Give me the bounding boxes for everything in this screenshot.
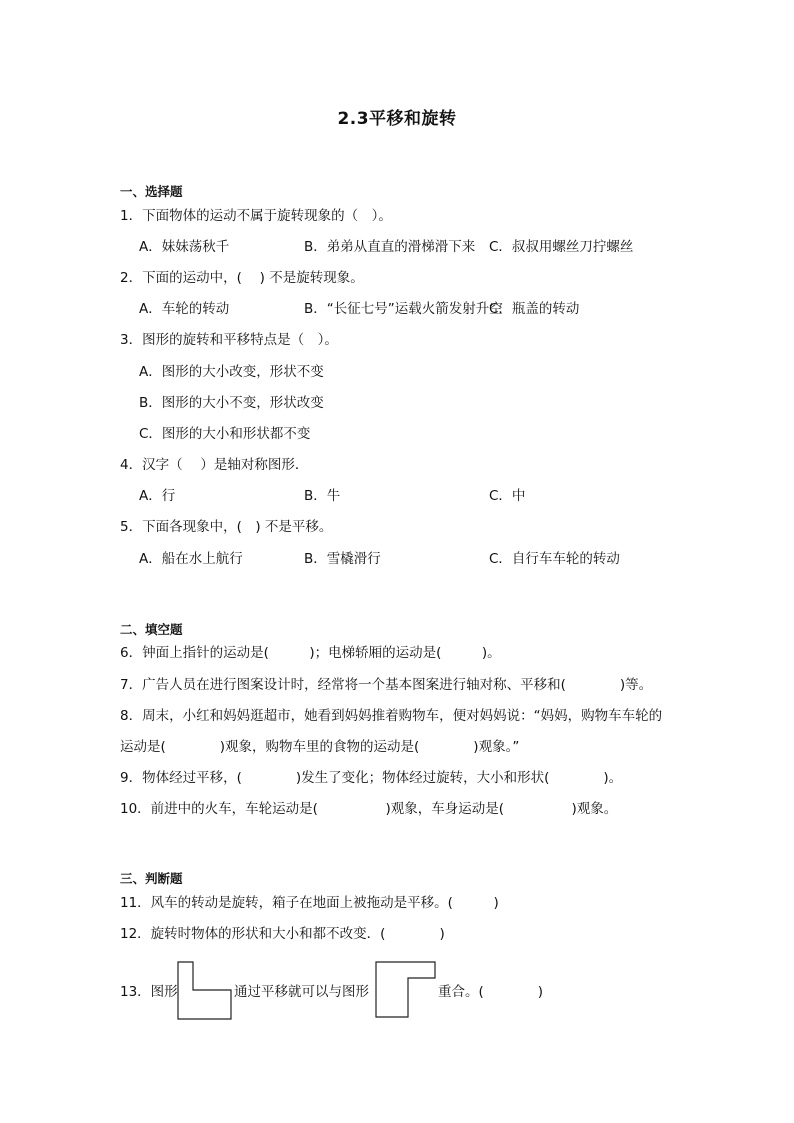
l-shape-figure-1	[177, 961, 233, 1021]
q1-option-a: A．妹妹荡秋千	[139, 239, 230, 255]
question-12: 12．旋转时物体的形状和大小和都不改变．( )	[120, 926, 445, 942]
q2-option-c: C．瓶盖的转动	[489, 301, 580, 317]
question-9: 9．物体经过平移，( )发生了变化；物体经过旋转，大小和形状( )。	[120, 770, 623, 786]
q5-option-b: B．雪橇滑行	[304, 551, 381, 567]
page-title: 2.3平移和旋转	[337, 109, 457, 129]
question-10: 10．前进中的火车，车轮运动是( )观象，车身运动是( )观象。	[120, 801, 618, 817]
q4-option-b: B．牛	[304, 488, 341, 504]
q2-option-b: B．“长征七号”运载火箭发射升空	[304, 301, 503, 317]
q3-option-b: B．图形的大小不变，形状改变	[139, 395, 324, 411]
question-6: 6．钟面上指针的运动是( )；电梯轿厢的运动是( )。	[120, 645, 501, 661]
question-1: 1．下面物体的运动不属于旋转现象的（ ）。	[120, 208, 392, 224]
section-judge-heading: 三、判断题	[120, 871, 183, 886]
question-13-suffix: 重合。( )	[438, 984, 544, 1000]
question-8-line-1: 8．周末，小红和妈妈逛超市，她看到妈妈推着购物车，便对妈妈说：“妈妈，购物车车轮的	[120, 708, 663, 724]
q4-option-a: A．行	[139, 488, 176, 504]
question-11: 11．风车的转动是旋转，箱子在地面上被拖动是平移。( )	[120, 895, 499, 911]
section-choice-heading: 一、选择题	[120, 184, 183, 199]
q1-option-b: B．弟弟从直直的滑梯滑下来	[304, 239, 476, 255]
question-13-middle: 通过平移就可以与图形	[234, 984, 369, 1000]
question-7: 7．广告人员在进行图案设计时，经常将一个基本图案进行轴对称、平移和( )等。	[120, 677, 653, 693]
q4-option-c: C．中	[489, 488, 526, 504]
q5-option-a: A．船在水上航行	[139, 551, 243, 567]
question-13-prefix: 13．图形	[120, 984, 178, 1000]
q3-option-c: C．图形的大小和形状都不变	[139, 426, 311, 442]
q1-option-c: C．叔叔用螺丝刀拧螺丝	[489, 239, 634, 255]
question-2: 2．下面的运动中，( ) 不是旋转现象。	[120, 270, 364, 286]
question-3: 3．图形的旋转和平移特点是（ ）。	[120, 332, 338, 348]
q2-option-a: A．车轮的转动	[139, 301, 230, 317]
q5-option-c: C．自行车车轮的转动	[489, 551, 620, 567]
question-5: 5．下面各现象中，( ) 不是平移。	[120, 519, 333, 535]
question-8-line-2: 运动是( )观象，购物车里的食物的运动是( )观象。”	[120, 739, 520, 755]
q3-option-a: A．图形的大小改变，形状不变	[139, 364, 324, 380]
l-shape-figure-2	[375, 961, 437, 1019]
section-fill-heading: 二、填空题	[120, 622, 183, 637]
question-4: 4．汉字（ ）是轴对称图形．	[120, 457, 309, 473]
